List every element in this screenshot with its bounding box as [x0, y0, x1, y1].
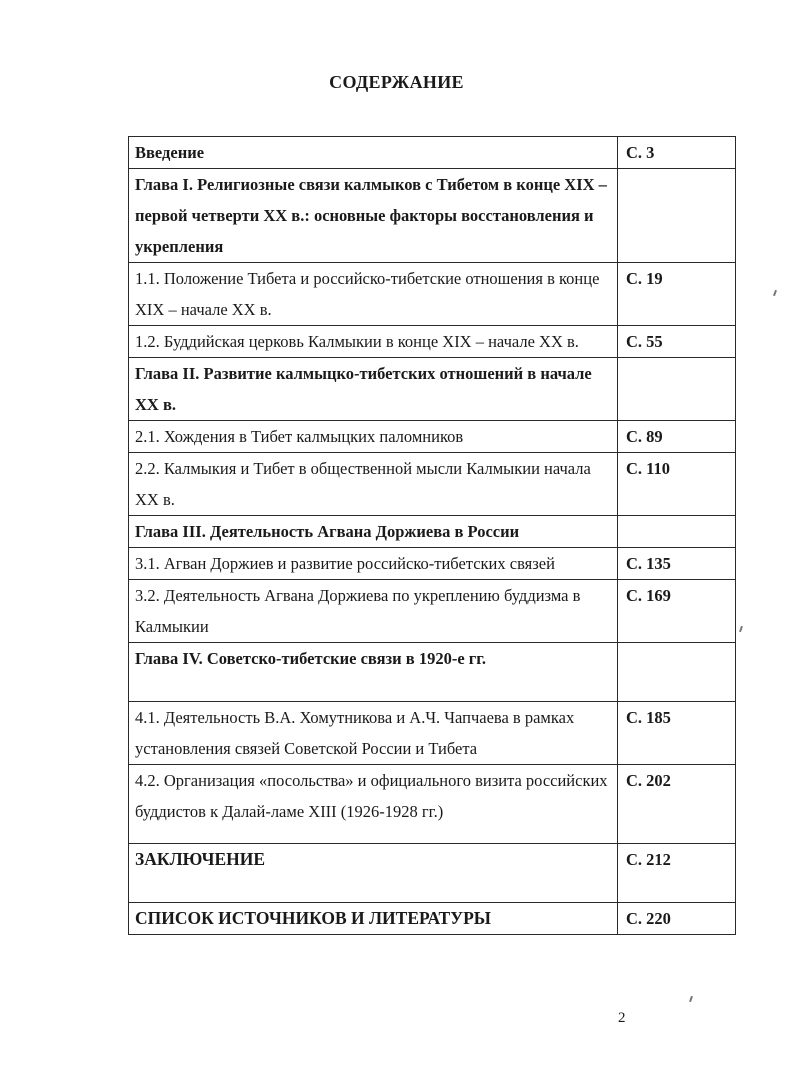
table-of-contents	[128, 136, 736, 935]
toc-entry-title: 4.2. Организация «посольства» и официального визита российских буддистов к Далай-ламе XIII (1926-1928 гг.)	[129, 765, 618, 844]
toc-row-section-1-2	[129, 326, 736, 358]
toc-entry-title: ЗАКЛЮЧЕНИЕ	[129, 844, 618, 903]
toc-entry-page: С. 169	[618, 580, 736, 643]
toc-entry-title: Глава III. Деятельность Агвана Доржиева в России	[129, 516, 618, 548]
toc-row-introduction	[129, 137, 736, 169]
toc-entry-title: Глава I. Религиозные связи калмыков с Тибетом в конце XIX – первой четверти XX в.: основные факторы восстановления и укрепления	[129, 169, 618, 263]
toc-entry-title: 3.1. Агван Доржиев и развитие российско-тибетских связей	[129, 548, 618, 580]
toc-entry-page: С. 55	[618, 326, 736, 358]
toc-entry-page	[618, 358, 736, 421]
toc-entry-page	[618, 643, 736, 702]
toc-entry-title: 2.1. Хождения в Тибет калмыцких паломников	[129, 421, 618, 453]
toc-entry-title: 4.1. Деятельность В.А. Хомутникова и А.Ч. Чапчаева в рамках установления связей Советской России и Тибета	[129, 702, 618, 765]
scan-speck	[739, 626, 743, 632]
toc-entry-title: 1.1. Положение Тибета и российско-тибетские отношения в конце XIX – начале XX в.	[129, 263, 618, 326]
toc-entry-title: 1.2. Буддийская церковь Калмыкии в конце XIX – начале XX в.	[129, 326, 618, 358]
toc-row-section-2-1	[129, 421, 736, 453]
toc-row-section-4-2	[129, 765, 736, 844]
toc-entry-title: Глава II. Развитие калмыцко-тибетских отношений в начале XX в.	[129, 358, 618, 421]
scan-speck	[773, 290, 777, 296]
toc-entry-page: С. 89	[618, 421, 736, 453]
toc-entry-title: 3.2. Деятельность Агвана Доржиева по укреплению буддизма в Калмыкии	[129, 580, 618, 643]
toc-row-chapter-4	[129, 643, 736, 702]
toc-entry-page: С. 19	[618, 263, 736, 326]
page-title: СОДЕРЖАНИЕ	[329, 72, 464, 92]
toc-row-chapter-2	[129, 358, 736, 421]
toc-row-section-1-1	[129, 263, 736, 326]
toc-row-section-3-2	[129, 580, 736, 643]
toc-entry-title: Введение	[129, 137, 618, 169]
toc-row-bibliography	[129, 903, 736, 935]
toc-row-chapter-1	[129, 169, 736, 263]
toc-entry-page: С. 135	[618, 548, 736, 580]
toc-entry-title: Глава IV. Советско-тибетские связи в 1920-е гг.	[129, 643, 618, 702]
toc-row-chapter-3	[129, 516, 736, 548]
toc-entry-page: С. 202	[618, 765, 736, 844]
toc-entry-title: СПИСОК ИСТОЧНИКОВ И ЛИТЕРАТУРЫ	[129, 903, 618, 935]
scan-speck	[689, 996, 693, 1002]
toc-row-section-2-2	[129, 453, 736, 516]
toc-entry-page: С. 3	[618, 137, 736, 169]
toc-entry-title: 2.2. Калмыкия и Тибет в общественной мысли Калмыкии начала XX в.	[129, 453, 618, 516]
page-number: 2	[618, 1010, 626, 1026]
toc-row-section-4-1	[129, 702, 736, 765]
toc-entry-page: С. 212	[618, 844, 736, 903]
toc-row-conclusion	[129, 844, 736, 903]
toc-row-section-3-1	[129, 548, 736, 580]
toc-entry-page: С. 185	[618, 702, 736, 765]
toc-entry-page	[618, 516, 736, 548]
toc-entry-page: С. 220	[618, 903, 736, 935]
toc-entry-page: С. 110	[618, 453, 736, 516]
toc-entry-page	[618, 169, 736, 263]
